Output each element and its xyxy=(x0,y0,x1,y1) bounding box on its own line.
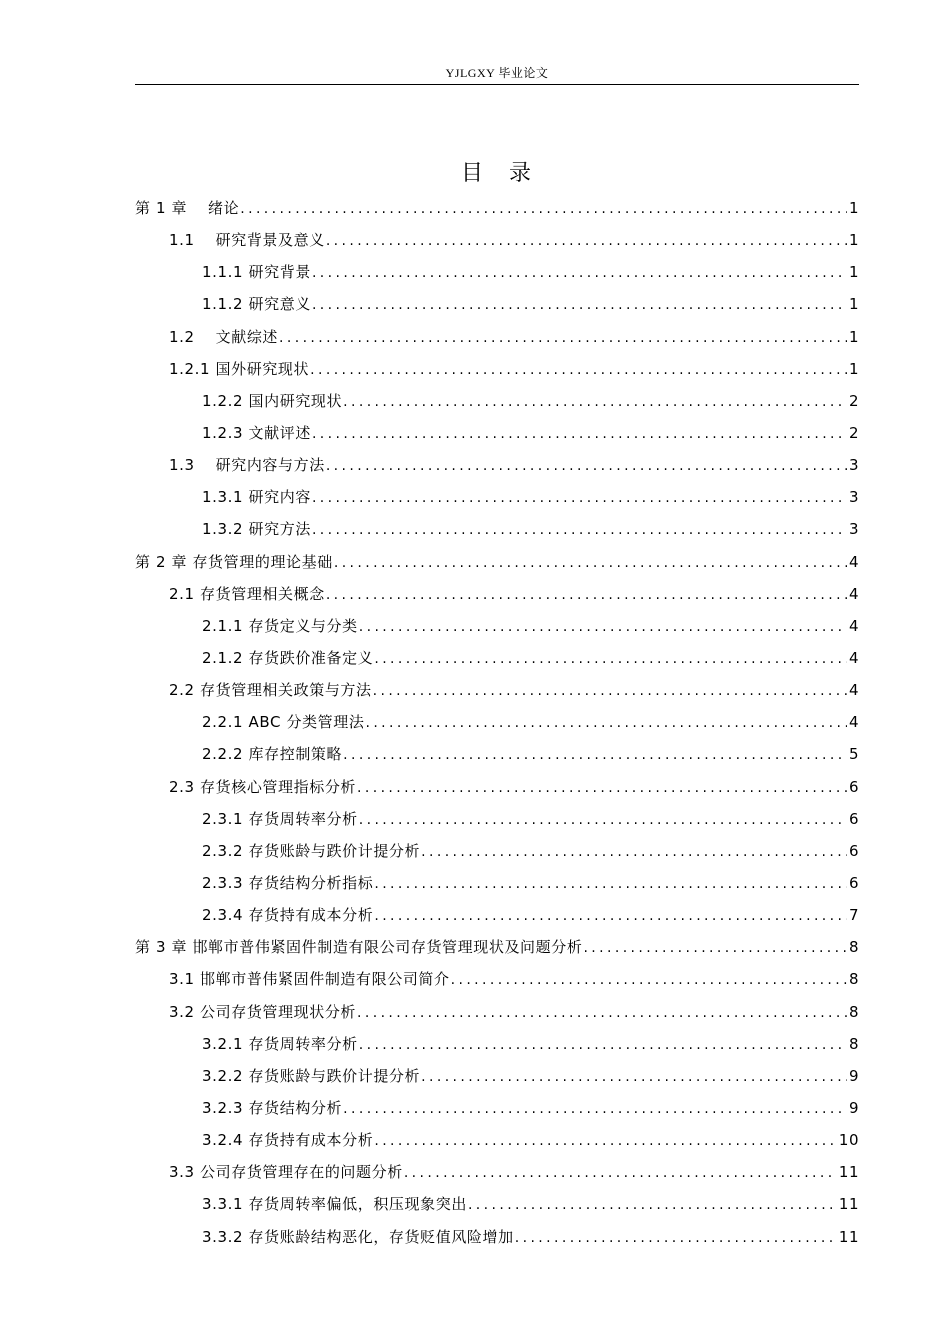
toc-dot-leader xyxy=(312,289,847,321)
toc-page-number: 4 xyxy=(848,648,859,667)
toc-dot-leader xyxy=(312,257,847,289)
toc-page-number: 8 xyxy=(848,938,859,957)
toc-page-number: 1 xyxy=(848,231,859,250)
header-divider xyxy=(135,84,859,85)
toc-entry-title: 2.1.1 存货定义与分类 xyxy=(202,616,358,635)
toc-dot-leader xyxy=(343,739,847,771)
toc-subsection-entry[interactable] xyxy=(135,1060,859,1092)
toc-dot-leader xyxy=(468,1189,837,1221)
toc-page-number: 9 xyxy=(848,1066,859,1085)
toc-entry-title: 2.3.1 存货周转率分析 xyxy=(202,809,358,828)
toc-dot-leader xyxy=(357,997,847,1029)
toc-page-number: 8 xyxy=(848,1034,859,1053)
toc-section-entry[interactable] xyxy=(135,353,859,385)
toc-entry-title: 3.1 邯郸市普伟紧固件制造有限公司简介 xyxy=(169,970,450,989)
toc-page-number: 11 xyxy=(838,1195,859,1214)
toc-page-number: 5 xyxy=(848,745,859,764)
toc-page-number: 4 xyxy=(848,713,859,732)
toc-entry-title: 1.2.2 国内研究现状 xyxy=(202,391,343,410)
toc-entry-title: 3.2 公司存货管理现状分析 xyxy=(169,1002,357,1021)
toc-chapter-entry[interactable] xyxy=(135,192,859,224)
toc-dot-leader xyxy=(515,1222,837,1254)
toc-dot-leader xyxy=(312,418,847,450)
toc-dot-leader xyxy=(365,707,846,739)
toc-dot-leader xyxy=(404,1157,837,1189)
toc-entry-title: 1.2.1 国外研究现状 xyxy=(169,359,310,378)
toc-entry-title: 1.1.2 研究意义 xyxy=(202,295,311,314)
toc-page-number: 2 xyxy=(848,391,859,410)
toc-subsection-entry[interactable] xyxy=(135,1221,859,1253)
toc-entry-title: 2.2.1 ABC 分类管理法 xyxy=(202,713,365,732)
toc-entry-title: 1.3.2 研究方法 xyxy=(202,520,311,539)
toc-dot-leader xyxy=(326,450,847,482)
toc-section-entry[interactable] xyxy=(135,963,859,995)
toc-subsection-entry[interactable] xyxy=(135,835,859,867)
toc-subsection-entry[interactable] xyxy=(135,481,859,513)
toc-entry-title: 2.3 存货核心管理指标分析 xyxy=(169,777,357,796)
toc-section-entry[interactable] xyxy=(135,996,859,1028)
toc-dot-leader xyxy=(359,804,847,836)
toc-entry-title: 3.3 公司存货管理存在的问题分析 xyxy=(169,1163,403,1182)
toc-entry-title: 2.2.2 库存控制策略 xyxy=(202,745,343,764)
toc-page-number: 3 xyxy=(848,456,859,475)
toc-entry-title: 3.3.2 存货账龄结构恶化，存货贬值风险增加 xyxy=(202,1227,514,1246)
toc-section-entry[interactable] xyxy=(135,321,859,353)
toc-page-number: 3 xyxy=(848,488,859,507)
toc-page-number: 6 xyxy=(848,809,859,828)
toc-page-number: 2 xyxy=(848,423,859,442)
toc-dot-leader xyxy=(451,964,847,996)
toc-page-number: 1 xyxy=(848,327,859,346)
toc-dot-leader xyxy=(421,1061,847,1093)
toc-entry-title: 2.3.4 存货持有成本分析 xyxy=(202,906,374,925)
toc-dot-leader xyxy=(359,1029,847,1061)
toc-chapter-entry[interactable] xyxy=(135,931,859,963)
toc-subsection-entry[interactable] xyxy=(135,513,859,545)
toc-dot-leader xyxy=(373,675,847,707)
toc-dot-leader xyxy=(374,900,847,932)
toc-section-entry[interactable] xyxy=(135,1156,859,1188)
toc-subsection-entry[interactable] xyxy=(135,1028,859,1060)
toc-subsection-entry[interactable] xyxy=(135,417,859,449)
toc-section-entry[interactable] xyxy=(135,578,859,610)
toc-dot-leader xyxy=(312,482,847,514)
toc-entry-title: 3.2.1 存货周转率分析 xyxy=(202,1034,358,1053)
toc-page-number: 10 xyxy=(838,1131,859,1150)
toc-section-entry[interactable] xyxy=(135,674,859,706)
toc-dot-leader xyxy=(343,1093,847,1125)
toc-dot-leader xyxy=(357,772,847,804)
toc-section-entry[interactable] xyxy=(135,449,859,481)
toc-dot-leader xyxy=(334,547,847,579)
toc-entry-title: 3.2.3 存货结构分析 xyxy=(202,1098,343,1117)
toc-entry-title: 第 2 章 存货管理的理论基础 xyxy=(135,552,333,571)
toc-page-number: 8 xyxy=(848,1002,859,1021)
toc-entry-title: 1.3.1 研究内容 xyxy=(202,488,311,507)
toc-page-number: 1 xyxy=(848,263,859,282)
toc-page-number: 4 xyxy=(848,552,859,571)
toc-entry-title: 1.2 文献综述 xyxy=(169,327,279,346)
toc-entry-title: 2.3.2 存货账龄与跌价计提分析 xyxy=(202,841,421,860)
toc-entry-title: 第 3 章 邯郸市普伟紧固件制造有限公司存货管理现状及问题分析 xyxy=(135,938,583,957)
toc-subsection-entry[interactable] xyxy=(135,642,859,674)
toc-entry-title: 3.2.4 存货持有成本分析 xyxy=(202,1131,374,1150)
toc-page-number: 7 xyxy=(848,906,859,925)
toc-dot-leader xyxy=(374,1125,837,1157)
toc-dot-leader xyxy=(279,322,847,354)
toc-page-number: 6 xyxy=(848,873,859,892)
toc-subsection-entry[interactable] xyxy=(135,803,859,835)
toc-entry-title: 1.1 研究背景及意义 xyxy=(169,231,325,250)
toc-page-number: 3 xyxy=(848,520,859,539)
toc-dot-leader xyxy=(374,868,847,900)
toc-subsection-entry[interactable] xyxy=(135,1124,859,1156)
toc-subsection-entry[interactable] xyxy=(135,385,859,417)
toc-section-entry[interactable] xyxy=(135,771,859,803)
toc-subsection-entry[interactable] xyxy=(135,610,859,642)
toc-entry-title: 1.2.3 文献评述 xyxy=(202,423,311,442)
toc-dot-leader xyxy=(374,643,847,675)
toc-dot-leader xyxy=(421,836,847,868)
toc-subsection-entry[interactable] xyxy=(135,867,859,899)
toc-subsection-entry[interactable] xyxy=(135,899,859,931)
toc-page-number: 1 xyxy=(848,295,859,314)
toc-page-number: 4 xyxy=(848,584,859,603)
toc-title: 目 录 xyxy=(460,161,533,186)
toc-page-number: 6 xyxy=(848,841,859,860)
toc-section-entry[interactable] xyxy=(135,224,859,256)
table-of-contents xyxy=(135,192,859,1253)
toc-page-number: 6 xyxy=(848,777,859,796)
toc-chapter-entry[interactable] xyxy=(135,546,859,578)
toc-entry-title: 2.2 存货管理相关政策与方法 xyxy=(169,681,372,700)
toc-entry-title: 1.1.1 研究背景 xyxy=(202,263,311,282)
page-header: YJLGXY 毕业论文 xyxy=(445,66,549,80)
toc-subsection-entry[interactable] xyxy=(135,1092,859,1124)
toc-entry-title: 第 1 章 绪论 xyxy=(135,199,240,217)
toc-page-number: 11 xyxy=(838,1163,859,1182)
toc-page-number: 11 xyxy=(838,1227,859,1246)
toc-dot-leader xyxy=(240,193,847,225)
toc-dot-leader xyxy=(343,386,847,418)
toc-dot-leader xyxy=(310,354,847,386)
toc-dot-leader xyxy=(583,932,847,964)
toc-page-number: 4 xyxy=(848,616,859,635)
toc-subsection-entry[interactable] xyxy=(135,288,859,320)
toc-subsection-entry[interactable] xyxy=(135,256,859,288)
toc-page-number: 1 xyxy=(848,199,859,217)
toc-dot-leader xyxy=(326,225,847,257)
toc-entry-title: 2.1 存货管理相关概念 xyxy=(169,584,325,603)
toc-page-number: 4 xyxy=(848,681,859,700)
toc-page-number: 8 xyxy=(848,970,859,989)
toc-page-number: 9 xyxy=(848,1098,859,1117)
toc-entry-title: 2.1.2 存货跌价准备定义 xyxy=(202,648,374,667)
toc-dot-leader xyxy=(326,579,847,611)
toc-dot-leader xyxy=(359,611,847,643)
toc-subsection-entry[interactable] xyxy=(135,738,859,770)
toc-subsection-entry[interactable] xyxy=(135,706,859,738)
toc-entry-title: 3.2.2 存货账龄与跌价计提分析 xyxy=(202,1066,421,1085)
toc-subsection-entry[interactable] xyxy=(135,1188,859,1220)
toc-entry-title: 2.3.3 存货结构分析指标 xyxy=(202,873,374,892)
toc-entry-title: 3.3.1 存货周转率偏低，积压现象突出 xyxy=(202,1195,467,1214)
toc-page-number: 1 xyxy=(848,359,859,378)
toc-dot-leader xyxy=(312,514,847,546)
toc-entry-title: 1.3 研究内容与方法 xyxy=(169,456,325,475)
